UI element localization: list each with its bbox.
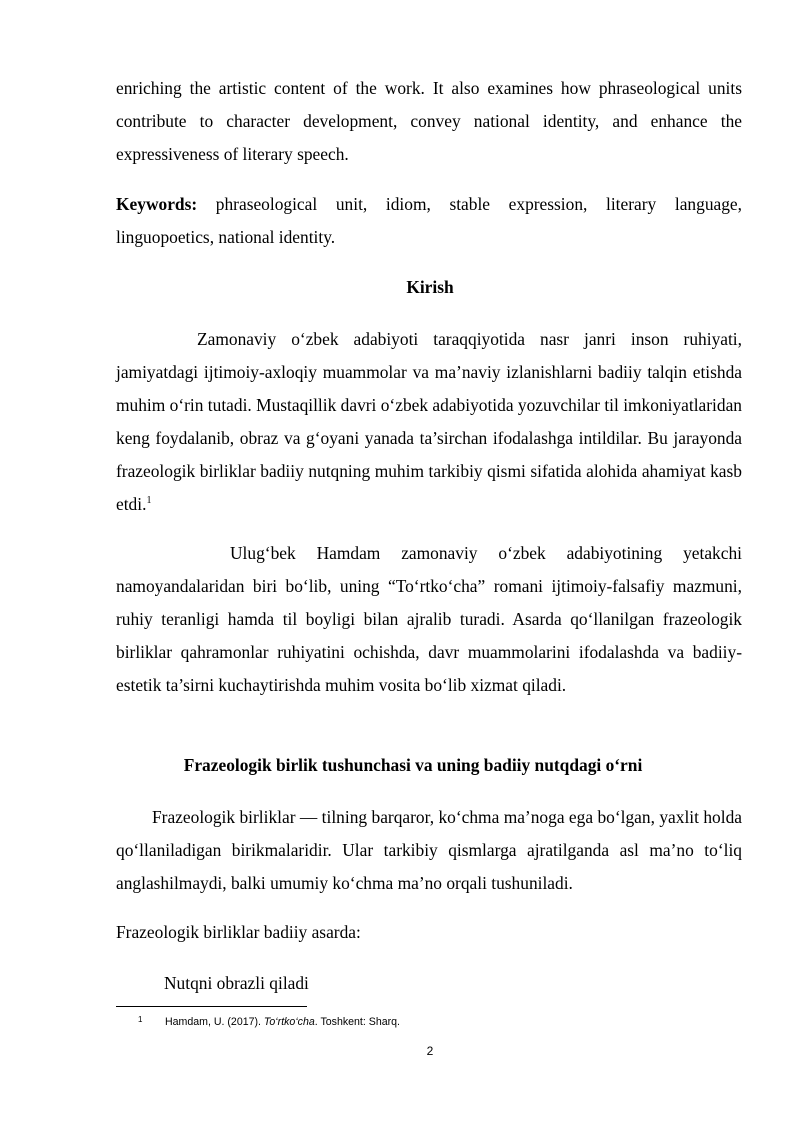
intro-paragraph-1-text: Zamonaviy o‘zbek adabiyoti taraqqiyotida nasr janri inson ruhiyati, jamiyatdagi ijtimoiy-axloqiy muammolar va ma’naviy izlanishlarni badiiy talqin etishda muhim o‘rin tutadi. Mustaqillik davri o‘zbek adabiyotida yozuvchilar til imkoniyatlaridan keng foydalanib, obraz va g‘oyani yanada ta’sirchan ifodalashga intildilar. Bu jarayonda frazeologik birliklar badiiy nutqning muhim tarkibiy qismi sifatida alohida ahamiyat kasb etdi. <box>116 329 742 514</box>
keywords-text: phraseological unit, idiom, stable expression, literary language, linguopoetics, national identity. <box>116 194 742 247</box>
footnote-number: 1 <box>138 1015 143 1024</box>
footnote-rest: . Toshkent: Sharq. <box>314 1016 400 1028</box>
section-heading-kirish: Kirish <box>406 277 454 297</box>
keywords-paragraph <box>116 188 742 254</box>
footnote <box>138 1014 698 1030</box>
body-paragraph-2: Frazeologik birliklar badiiy asarda: <box>116 922 361 942</box>
section-heading-frazeologik: Frazeologik birlik tushunchasi va uning badiiy nutqdagi o‘rni <box>183 755 643 775</box>
footnote-reference[interactable]: 1 <box>146 495 152 507</box>
intro-paragraph-2: Ulug‘bek Hamdam zamonaviy o‘zbek adabiyotining yetakchi namoyandalaridan biri bo‘lib, uning “To‘rtko‘cha” romani ijtimoiy-falsafiy mazmuni, ruhiy teranligi hamda til boyligi bilan ajralib turadi. Asarda qo‘llanilgan frazeologik birliklar qahramonlar ruhiyatini ochishda, davr muammolarini ifodalashda va badiiy-estetik ta’sirni kuchaytirishda muhim vosita bo‘lib xizmat qiladi. <box>116 543 742 695</box>
footnote-author: Hamdam, U. (2017). <box>165 1016 264 1028</box>
keywords-label: Keywords: <box>116 194 198 214</box>
list-item: Nutqni obrazli qiladi <box>164 973 309 993</box>
abstract-paragraph: enriching the artistic content of the work. It also examines how phraseological units contribute to character development, convey national identity, and enhance the expressiveness of literary speech. <box>116 78 742 164</box>
page-number: 2 <box>426 1044 434 1058</box>
footnote-title: To‘rtko‘cha <box>263 1016 315 1028</box>
intro-paragraph-1 <box>116 323 742 521</box>
footnote-divider <box>116 1006 307 1007</box>
body-paragraph-1: Frazeologik birliklar — tilning barqaror, ko‘chma ma’noga ega bo‘lgan, yaxlit holda qo‘llaniladigan birikmalaridir. Ular tarkibiy qismlarga ajratilganda asl ma’no to‘liq anglashilmaydi, balki umumiy ko‘chma ma’no orqali tushuniladi. <box>116 807 742 893</box>
